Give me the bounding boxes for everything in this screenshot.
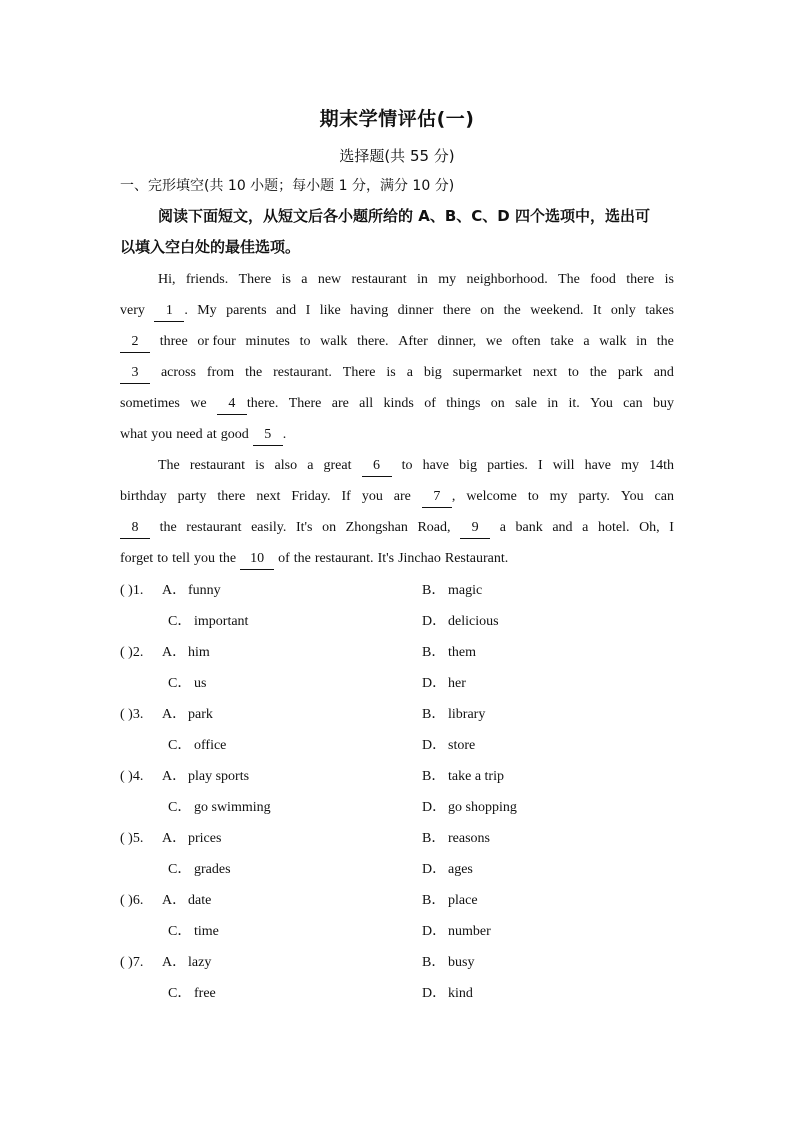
question-row [120,978,674,1009]
passage-word: party [177,489,207,504]
passage-word: friends. [185,272,229,287]
option-c: C． office [168,738,227,753]
option-b: B． busy [422,955,475,970]
passage-word: the [245,365,263,380]
option-a: A． prices [162,831,222,846]
passage-word: weekend. [530,303,584,318]
option-d: D． go shopping [422,800,517,815]
question-row [120,916,674,947]
question-number: ( )2. [120,645,144,660]
blank-word: 2 [120,326,150,357]
passage-word: bank [515,520,543,535]
question-row [120,668,674,699]
passage-word: on [490,396,505,411]
passage-word: food [590,272,616,287]
passage-word: walk [320,334,348,349]
passage-word: sometimes [120,396,180,411]
question-row [120,699,674,730]
passage-word: welcome [466,489,517,504]
blank-word: 1 . [154,295,188,326]
passage-word: dinner, [437,334,477,349]
passage-word: a [499,520,506,535]
question-row [120,947,674,978]
instructions-line-2: 以填入空白处的最佳选项。 [120,238,301,256]
passage-word: restaurant [186,520,242,535]
page-subtitle: 选择题(共 55 分) [339,147,455,165]
passage-word: are [393,489,411,504]
passage-word: new [317,272,342,287]
passage-word: I [537,458,543,473]
passage-word: the [656,334,674,349]
question-number: ( )6. [120,893,144,908]
passage-word: on [322,520,337,535]
passage-word: a [583,334,590,349]
question-row [120,854,674,885]
passage-word: the [503,303,521,318]
passage-word: My [197,303,217,318]
passage-word: we [485,334,503,349]
passage-word: walk [599,334,627,349]
passage-word: restaurant. [314,551,374,566]
option-c: C． time [168,924,219,939]
passage-line [120,481,674,512]
passage-word: It's [295,520,313,535]
passage-word: like [319,303,341,318]
question-row [120,823,674,854]
passage-word: The [558,272,580,287]
passage-word: and [552,520,573,535]
passage-word: Friday. [291,489,331,504]
option-d: D． number [422,924,491,939]
passage-word: There [288,396,322,411]
passage-word: kinds [383,396,414,411]
option-d: D． delicious [422,614,499,629]
passage-word: having [350,303,389,318]
passage-word: Road, [417,520,451,535]
passage-line [120,450,674,481]
blank-word: 8 [120,512,150,543]
passage-word: You [590,396,613,411]
passage-word: need [176,427,203,442]
question-row [120,730,674,761]
instructions [120,201,674,263]
option-c: C． grades [168,862,231,877]
question-row [120,792,674,823]
section-heading: 一、完形填空(共 10 小题；每小题 1 分，满分 10 分) [120,178,455,194]
passage-word: there [217,489,246,504]
passage-line [120,357,674,388]
passage-word: is [386,365,396,380]
passage-word: three [159,334,188,349]
cloze-passage [120,264,674,574]
passage-word: have [422,458,450,473]
passage-word: on [480,303,495,318]
passage-word: very [120,303,145,318]
passage-word: After [398,334,428,349]
passage-word: also [274,458,298,473]
passage-word: Jinchao [398,551,441,566]
question-list [120,575,674,1009]
passage-word: only [610,303,636,318]
passage-word: forget [120,551,154,566]
passage-word: restaurant [351,272,407,287]
option-b: B． library [422,707,486,722]
passage-word: you [193,551,215,566]
blank-word: 5 . [253,419,287,450]
passage-word: restaurant [189,458,246,473]
passage-word: a [301,272,308,287]
passage-word: It's [377,551,395,566]
option-c: C． go swimming [168,800,271,815]
instructions-line-1: 阅读下面短文，从短文后各小题所给的 A、B、C、D 四个选项中，选出可 [158,207,650,225]
passage-word: to [299,334,311,349]
question-number: ( )4. [120,769,144,784]
passage-word: hotel. [597,520,630,535]
passage-word: birthday [120,489,167,504]
option-b: B． magic [422,583,483,598]
option-a: A． funny [162,583,221,598]
blank-word: 4 there. [217,388,278,419]
passage-word: take [550,334,574,349]
passage-word: or four [197,334,236,349]
passage-word: I [305,303,311,318]
passage-word: is [281,272,291,287]
passage-word: of [424,396,436,411]
passage-word: good [220,427,249,442]
option-c: C． free [168,986,216,1001]
passage-word: next [532,365,557,380]
passage-word: It [592,303,602,318]
passage-word: can [623,396,643,411]
blank-word: 9 [460,512,490,543]
passage-word: big [423,365,442,380]
passage-word: in [636,334,648,349]
option-d: D． store [422,738,476,753]
passage-word: there [442,303,471,318]
passage-word: to [401,458,413,473]
passage-word: 14th [649,458,674,473]
passage-word: You [620,489,644,504]
passage-word: Oh, [639,520,660,535]
option-b: B． place [422,893,478,908]
passage-word: parents [226,303,267,318]
passage-word: of [278,551,290,566]
option-d: D． kind [422,986,473,1001]
passage-word: and [275,303,297,318]
passage-word: Restaurant. [444,551,509,566]
passage-word: big [459,458,477,473]
passage-word: you [361,489,383,504]
passage-word: things [446,396,481,411]
option-a: A． date [162,893,212,908]
passage-word: park [617,365,643,380]
passage-word: to [157,551,169,566]
option-b: B． reasons [422,831,490,846]
passage-word: supermarket [452,365,522,380]
blank-word: 10 [240,543,274,574]
passage-word: there. [357,334,389,349]
passage-word: all [359,396,374,411]
blank-word: 7 , [422,481,456,512]
passage-word: will [552,458,575,473]
passage-word: to [527,489,539,504]
option-a: A． park [162,707,213,722]
passage-line [120,543,674,574]
passage-word: There [342,365,376,380]
question-number: ( )3. [120,707,144,722]
option-b: B． take a trip [422,769,504,784]
passage-word: dinner [397,303,434,318]
blank-word: 6 [362,450,392,481]
passage-word: at [206,427,217,442]
passage-word: my [549,489,568,504]
passage-word: sale [515,396,537,411]
passage-word: can [654,489,674,504]
passage-word: you [151,427,173,442]
passage-word: Hi, [158,272,176,287]
passage-line [120,326,674,357]
passage-word: it. [568,396,580,411]
passage-word: the [589,365,607,380]
blank-word: 3 [120,357,150,388]
passage-word: and [653,365,674,380]
passage-word: great [323,458,352,473]
passage-word: takes [645,303,674,318]
passage-word: have [584,458,612,473]
passage-word: the [218,551,237,566]
passage-word: tell [172,551,190,566]
question-row [120,761,674,792]
passage-word: often [511,334,541,349]
option-c: C． important [168,614,249,629]
option-c: C． us [168,676,207,691]
passage-word: neighborhood. [466,272,548,287]
passage-word: what [120,427,148,442]
option-a: A． lazy [162,955,212,970]
passage-word: the [293,551,311,566]
passage-word: There [238,272,272,287]
passage-word: we [190,396,207,411]
passage-word: I [669,520,674,535]
passage-word: is [664,272,674,287]
passage-word: restaurant. [273,365,332,380]
passage-word: Zhongshan [345,520,408,535]
option-d: D． ages [422,862,473,877]
passage-word: a [582,520,589,535]
passage-word: to [567,365,579,380]
question-row [120,885,674,916]
passage-line [120,264,674,295]
passage-word: my [621,458,639,473]
question-number: ( )5. [120,831,144,846]
question-number: ( )7. [120,955,144,970]
passage-line [120,295,674,326]
passage-word: buy [652,396,674,411]
passage-word: are [331,396,349,411]
question-number: ( )1. [120,583,144,598]
passage-word: from [206,365,235,380]
passage-word: a [406,365,413,380]
passage-word: minutes [245,334,290,349]
passage-word: is [255,458,265,473]
passage-word: in [417,272,428,287]
question-row [120,606,674,637]
passage-word: If [341,489,351,504]
passage-word: next [256,489,281,504]
option-a: A． play sports [162,769,250,784]
passage-line [120,512,674,543]
passage-word: across [160,365,196,380]
passage-word: there [626,272,655,287]
option-d: D． her [422,676,466,691]
question-row [120,575,674,606]
passage-line [120,388,674,419]
passage-word: The [158,458,180,473]
passage-word: in [547,396,559,411]
passage-word: party. [578,489,610,504]
question-row [120,637,674,668]
option-a: A． him [162,645,210,660]
passage-word: the [159,520,177,535]
page-title: 期末学情评估(一) [319,108,475,130]
passage-word: easily. [251,520,287,535]
passage-line [120,419,674,450]
passage-word: my [438,272,457,287]
passage-word: parties. [487,458,528,473]
passage-word: a [307,458,314,473]
option-b: B． them [422,645,476,660]
